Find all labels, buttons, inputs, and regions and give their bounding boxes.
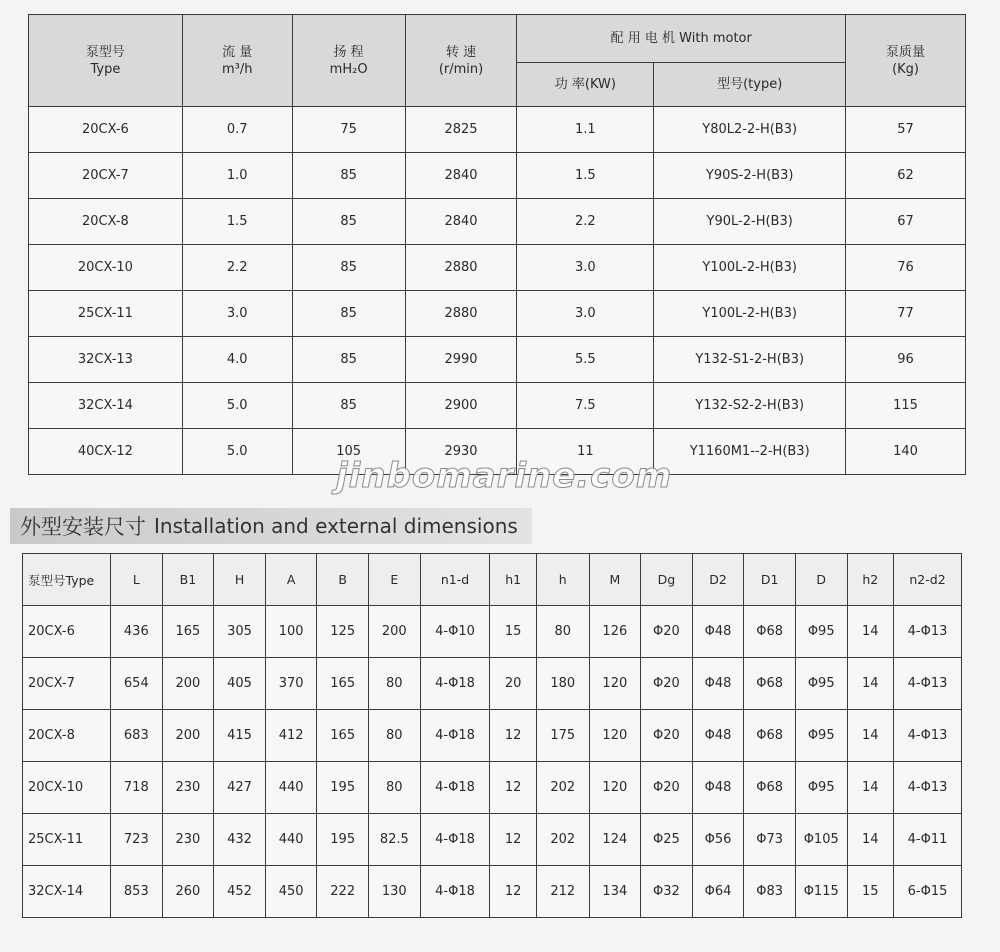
dim-cell: 130 bbox=[369, 866, 421, 918]
dim-cell: Φ95 bbox=[795, 658, 847, 710]
table-row bbox=[29, 383, 966, 429]
table-row bbox=[29, 153, 966, 199]
dim-cell: 405 bbox=[214, 658, 266, 710]
cell-mass: 67 bbox=[846, 199, 966, 245]
cell-power: 11 bbox=[517, 429, 654, 475]
table-row bbox=[23, 762, 962, 814]
dim-header: B bbox=[317, 554, 369, 606]
dim-cell: 4-Φ18 bbox=[420, 814, 490, 866]
header-flow-zh: 流 量 bbox=[222, 44, 253, 60]
dim-header: h1 bbox=[490, 554, 537, 606]
table-row bbox=[23, 866, 962, 918]
dim-cell: 80 bbox=[369, 658, 421, 710]
dim-cell: 20CX-8 bbox=[23, 710, 111, 762]
cell-flow: 5.0 bbox=[182, 383, 292, 429]
cell-type: 25CX-11 bbox=[29, 291, 183, 337]
header-type bbox=[29, 15, 183, 107]
dim-cell: 415 bbox=[214, 710, 266, 762]
dim-cell: Φ64 bbox=[692, 866, 744, 918]
dim-cell: 4-Φ13 bbox=[894, 658, 962, 710]
dim-cell: 6-Φ15 bbox=[894, 866, 962, 918]
dim-cell: 12 bbox=[490, 866, 537, 918]
dim-cell: Φ20 bbox=[641, 762, 693, 814]
performance-table bbox=[28, 14, 966, 475]
dim-cell: 4-Φ10 bbox=[420, 606, 490, 658]
cell-mass: 140 bbox=[846, 429, 966, 475]
section-title-en: Installation and external dimensions bbox=[154, 514, 518, 538]
cell-power: 1.5 bbox=[517, 153, 654, 199]
dim-cell: 222 bbox=[317, 866, 369, 918]
header-type-zh: 泵型号 bbox=[85, 44, 125, 60]
table-row bbox=[29, 291, 966, 337]
cell-speed: 2840 bbox=[405, 153, 517, 199]
cell-motor: Y80L2-2-H(B3) bbox=[654, 107, 846, 153]
dim-cell: 440 bbox=[265, 762, 317, 814]
dim-cell: Φ95 bbox=[795, 710, 847, 762]
header-mass-zh: 泵质量 bbox=[886, 44, 926, 60]
section-title-zh: 外型安装尺寸 bbox=[20, 515, 146, 539]
dim-cell: 180 bbox=[536, 658, 589, 710]
dim-header: Dg bbox=[641, 554, 693, 606]
dim-cell: 202 bbox=[536, 814, 589, 866]
header-motor-group: 配 用 电 机 With motor bbox=[517, 15, 846, 63]
table-row bbox=[23, 658, 962, 710]
dim-cell: 436 bbox=[111, 606, 163, 658]
dim-cell: 14 bbox=[847, 710, 894, 762]
dim-cell: 452 bbox=[214, 866, 266, 918]
cell-power: 3.0 bbox=[517, 245, 654, 291]
dim-header: M bbox=[589, 554, 641, 606]
cell-motor: Y100L-2-H(B3) bbox=[654, 291, 846, 337]
cell-speed: 2990 bbox=[405, 337, 517, 383]
cell-flow: 4.0 bbox=[182, 337, 292, 383]
dim-header: D bbox=[795, 554, 847, 606]
dim-cell: 853 bbox=[111, 866, 163, 918]
dimensions-table bbox=[22, 553, 962, 918]
cell-type: 32CX-14 bbox=[29, 383, 183, 429]
dim-header: D1 bbox=[744, 554, 796, 606]
cell-flow: 3.0 bbox=[182, 291, 292, 337]
dim-cell: Φ48 bbox=[692, 710, 744, 762]
dim-cell: 683 bbox=[111, 710, 163, 762]
dim-cell: 4-Φ11 bbox=[894, 814, 962, 866]
dim-cell: 230 bbox=[162, 762, 214, 814]
dim-cell: 134 bbox=[589, 866, 641, 918]
dim-cell: 4-Φ13 bbox=[894, 762, 962, 814]
dim-cell: 80 bbox=[369, 710, 421, 762]
dim-cell: Φ68 bbox=[744, 762, 796, 814]
dim-cell: 14 bbox=[847, 814, 894, 866]
table-row bbox=[29, 245, 966, 291]
table-row bbox=[23, 710, 962, 762]
dim-cell: 82.5 bbox=[369, 814, 421, 866]
dim-cell: 175 bbox=[536, 710, 589, 762]
cell-motor: Y132-S2-2-H(B3) bbox=[654, 383, 846, 429]
dim-header: n1-d bbox=[420, 554, 490, 606]
dim-header: A bbox=[265, 554, 317, 606]
dim-cell: 165 bbox=[317, 710, 369, 762]
cell-mass: 115 bbox=[846, 383, 966, 429]
dim-cell: 20 bbox=[490, 658, 537, 710]
cell-mass: 62 bbox=[846, 153, 966, 199]
dim-cell: 718 bbox=[111, 762, 163, 814]
cell-speed: 2880 bbox=[405, 245, 517, 291]
cell-power: 7.5 bbox=[517, 383, 654, 429]
dim-cell: 4-Φ18 bbox=[420, 762, 490, 814]
cell-flow: 2.2 bbox=[182, 245, 292, 291]
dim-cell: Φ56 bbox=[692, 814, 744, 866]
dim-cell: Φ20 bbox=[641, 606, 693, 658]
dim-cell: 20CX-10 bbox=[23, 762, 111, 814]
cell-head: 75 bbox=[292, 107, 405, 153]
header-motor-type: 型号(type) bbox=[654, 63, 846, 107]
header-mass-unit: (Kg) bbox=[892, 61, 919, 77]
table-row bbox=[29, 107, 966, 153]
cell-mass: 76 bbox=[846, 245, 966, 291]
dim-header: h bbox=[536, 554, 589, 606]
dim-cell: Φ48 bbox=[692, 762, 744, 814]
table-row bbox=[23, 814, 962, 866]
dim-cell: 200 bbox=[162, 710, 214, 762]
header-head-unit: mH₂O bbox=[329, 61, 368, 77]
header-flow-unit: m³/h bbox=[222, 61, 253, 77]
dim-cell: 25CX-11 bbox=[23, 814, 111, 866]
header-mass bbox=[846, 15, 966, 107]
dim-cell: 20CX-6 bbox=[23, 606, 111, 658]
dim-cell: 12 bbox=[490, 710, 537, 762]
dim-cell: Φ68 bbox=[744, 658, 796, 710]
dim-cell: 305 bbox=[214, 606, 266, 658]
dim-cell: Φ73 bbox=[744, 814, 796, 866]
dim-cell: 12 bbox=[490, 814, 537, 866]
cell-motor: Y90S-2-H(B3) bbox=[654, 153, 846, 199]
cell-type: 40CX-12 bbox=[29, 429, 183, 475]
cell-head: 85 bbox=[292, 383, 405, 429]
dim-cell: 212 bbox=[536, 866, 589, 918]
dim-cell: 370 bbox=[265, 658, 317, 710]
dim-cell: 14 bbox=[847, 762, 894, 814]
dim-cell: 4-Φ13 bbox=[894, 606, 962, 658]
header-head bbox=[292, 15, 405, 107]
cell-motor: Y1160M1--2-H(B3) bbox=[654, 429, 846, 475]
cell-flow: 1.0 bbox=[182, 153, 292, 199]
dim-cell: 100 bbox=[265, 606, 317, 658]
dim-cell: 126 bbox=[589, 606, 641, 658]
dim-header: D2 bbox=[692, 554, 744, 606]
cell-speed: 2880 bbox=[405, 291, 517, 337]
dim-cell: 200 bbox=[369, 606, 421, 658]
dim-cell: 165 bbox=[317, 658, 369, 710]
dim-header: 泵型号Type bbox=[23, 554, 111, 606]
dim-cell: 4-Φ13 bbox=[894, 710, 962, 762]
dim-cell: Φ25 bbox=[641, 814, 693, 866]
dim-cell: 14 bbox=[847, 606, 894, 658]
dim-cell: 124 bbox=[589, 814, 641, 866]
cell-flow: 0.7 bbox=[182, 107, 292, 153]
cell-mass: 77 bbox=[846, 291, 966, 337]
cell-head: 85 bbox=[292, 199, 405, 245]
dim-cell: Φ68 bbox=[744, 710, 796, 762]
dim-cell: 125 bbox=[317, 606, 369, 658]
dim-cell: Φ68 bbox=[744, 606, 796, 658]
cell-speed: 2840 bbox=[405, 199, 517, 245]
dim-cell: 120 bbox=[589, 710, 641, 762]
dim-cell: 654 bbox=[111, 658, 163, 710]
cell-type: 32CX-13 bbox=[29, 337, 183, 383]
dim-cell: 432 bbox=[214, 814, 266, 866]
dim-cell: 14 bbox=[847, 658, 894, 710]
dim-cell: 200 bbox=[162, 658, 214, 710]
cell-head: 85 bbox=[292, 337, 405, 383]
table-row bbox=[23, 606, 962, 658]
dim-cell: Φ48 bbox=[692, 606, 744, 658]
cell-speed: 2900 bbox=[405, 383, 517, 429]
cell-motor: Y100L-2-H(B3) bbox=[654, 245, 846, 291]
header-type-en: Type bbox=[90, 61, 121, 77]
header-head-zh: 扬 程 bbox=[333, 44, 364, 60]
table-row bbox=[29, 199, 966, 245]
dim-cell: 20CX-7 bbox=[23, 658, 111, 710]
cell-power: 2.2 bbox=[517, 199, 654, 245]
dim-cell: Φ83 bbox=[744, 866, 796, 918]
dim-cell: 230 bbox=[162, 814, 214, 866]
dim-cell: Φ95 bbox=[795, 606, 847, 658]
dim-cell: 12 bbox=[490, 762, 537, 814]
cell-head: 85 bbox=[292, 291, 405, 337]
cell-speed: 2930 bbox=[405, 429, 517, 475]
cell-type: 20CX-7 bbox=[29, 153, 183, 199]
cell-motor: Y132-S1-2-H(B3) bbox=[654, 337, 846, 383]
dim-cell: 412 bbox=[265, 710, 317, 762]
cell-power: 3.0 bbox=[517, 291, 654, 337]
cell-head: 105 bbox=[292, 429, 405, 475]
cell-type: 20CX-6 bbox=[29, 107, 183, 153]
cell-flow: 5.0 bbox=[182, 429, 292, 475]
header-speed-zh: 转 速 bbox=[445, 44, 477, 60]
dim-header: B1 bbox=[162, 554, 214, 606]
dim-header: H bbox=[214, 554, 266, 606]
dim-cell: Φ20 bbox=[641, 710, 693, 762]
dim-cell: 15 bbox=[847, 866, 894, 918]
dim-cell: 450 bbox=[265, 866, 317, 918]
dim-cell: 15 bbox=[490, 606, 537, 658]
dim-cell: Φ95 bbox=[795, 762, 847, 814]
dim-cell: Φ105 bbox=[795, 814, 847, 866]
dim-cell: 165 bbox=[162, 606, 214, 658]
table-row bbox=[29, 337, 966, 383]
dim-header: n2-d2 bbox=[894, 554, 962, 606]
cell-power: 5.5 bbox=[517, 337, 654, 383]
dim-cell: 120 bbox=[589, 658, 641, 710]
dim-cell: 195 bbox=[317, 762, 369, 814]
watermark: jinbomarine.com bbox=[336, 456, 673, 496]
dim-cell: 120 bbox=[589, 762, 641, 814]
cell-type: 20CX-8 bbox=[29, 199, 183, 245]
dim-cell: 32CX-14 bbox=[23, 866, 111, 918]
header-speed-unit: (r/min) bbox=[438, 61, 484, 77]
dim-header: L bbox=[111, 554, 163, 606]
cell-speed: 2825 bbox=[405, 107, 517, 153]
dim-cell: 202 bbox=[536, 762, 589, 814]
header-speed bbox=[405, 15, 517, 107]
cell-head: 85 bbox=[292, 245, 405, 291]
cell-motor: Y90L-2-H(B3) bbox=[654, 199, 846, 245]
cell-flow: 1.5 bbox=[182, 199, 292, 245]
dim-cell: 4-Φ18 bbox=[420, 866, 490, 918]
dim-cell: Φ20 bbox=[641, 658, 693, 710]
dim-cell: 440 bbox=[265, 814, 317, 866]
dim-cell: Φ115 bbox=[795, 866, 847, 918]
dim-cell: 427 bbox=[214, 762, 266, 814]
header-flow bbox=[182, 15, 292, 107]
cell-type: 20CX-10 bbox=[29, 245, 183, 291]
header-power: 功 率(KW) bbox=[517, 63, 654, 107]
section-title bbox=[10, 508, 532, 544]
dim-cell: 260 bbox=[162, 866, 214, 918]
dim-cell: Φ48 bbox=[692, 658, 744, 710]
dim-cell: 80 bbox=[536, 606, 589, 658]
dim-cell: 80 bbox=[369, 762, 421, 814]
cell-head: 85 bbox=[292, 153, 405, 199]
dim-header: E bbox=[369, 554, 421, 606]
dim-cell: 195 bbox=[317, 814, 369, 866]
dim-cell: 4-Φ18 bbox=[420, 710, 490, 762]
dim-cell: Φ32 bbox=[641, 866, 693, 918]
dim-cell: 4-Φ18 bbox=[420, 658, 490, 710]
cell-mass: 96 bbox=[846, 337, 966, 383]
dim-cell: 723 bbox=[111, 814, 163, 866]
cell-mass: 57 bbox=[846, 107, 966, 153]
cell-power: 1.1 bbox=[517, 107, 654, 153]
dim-header: h2 bbox=[847, 554, 894, 606]
